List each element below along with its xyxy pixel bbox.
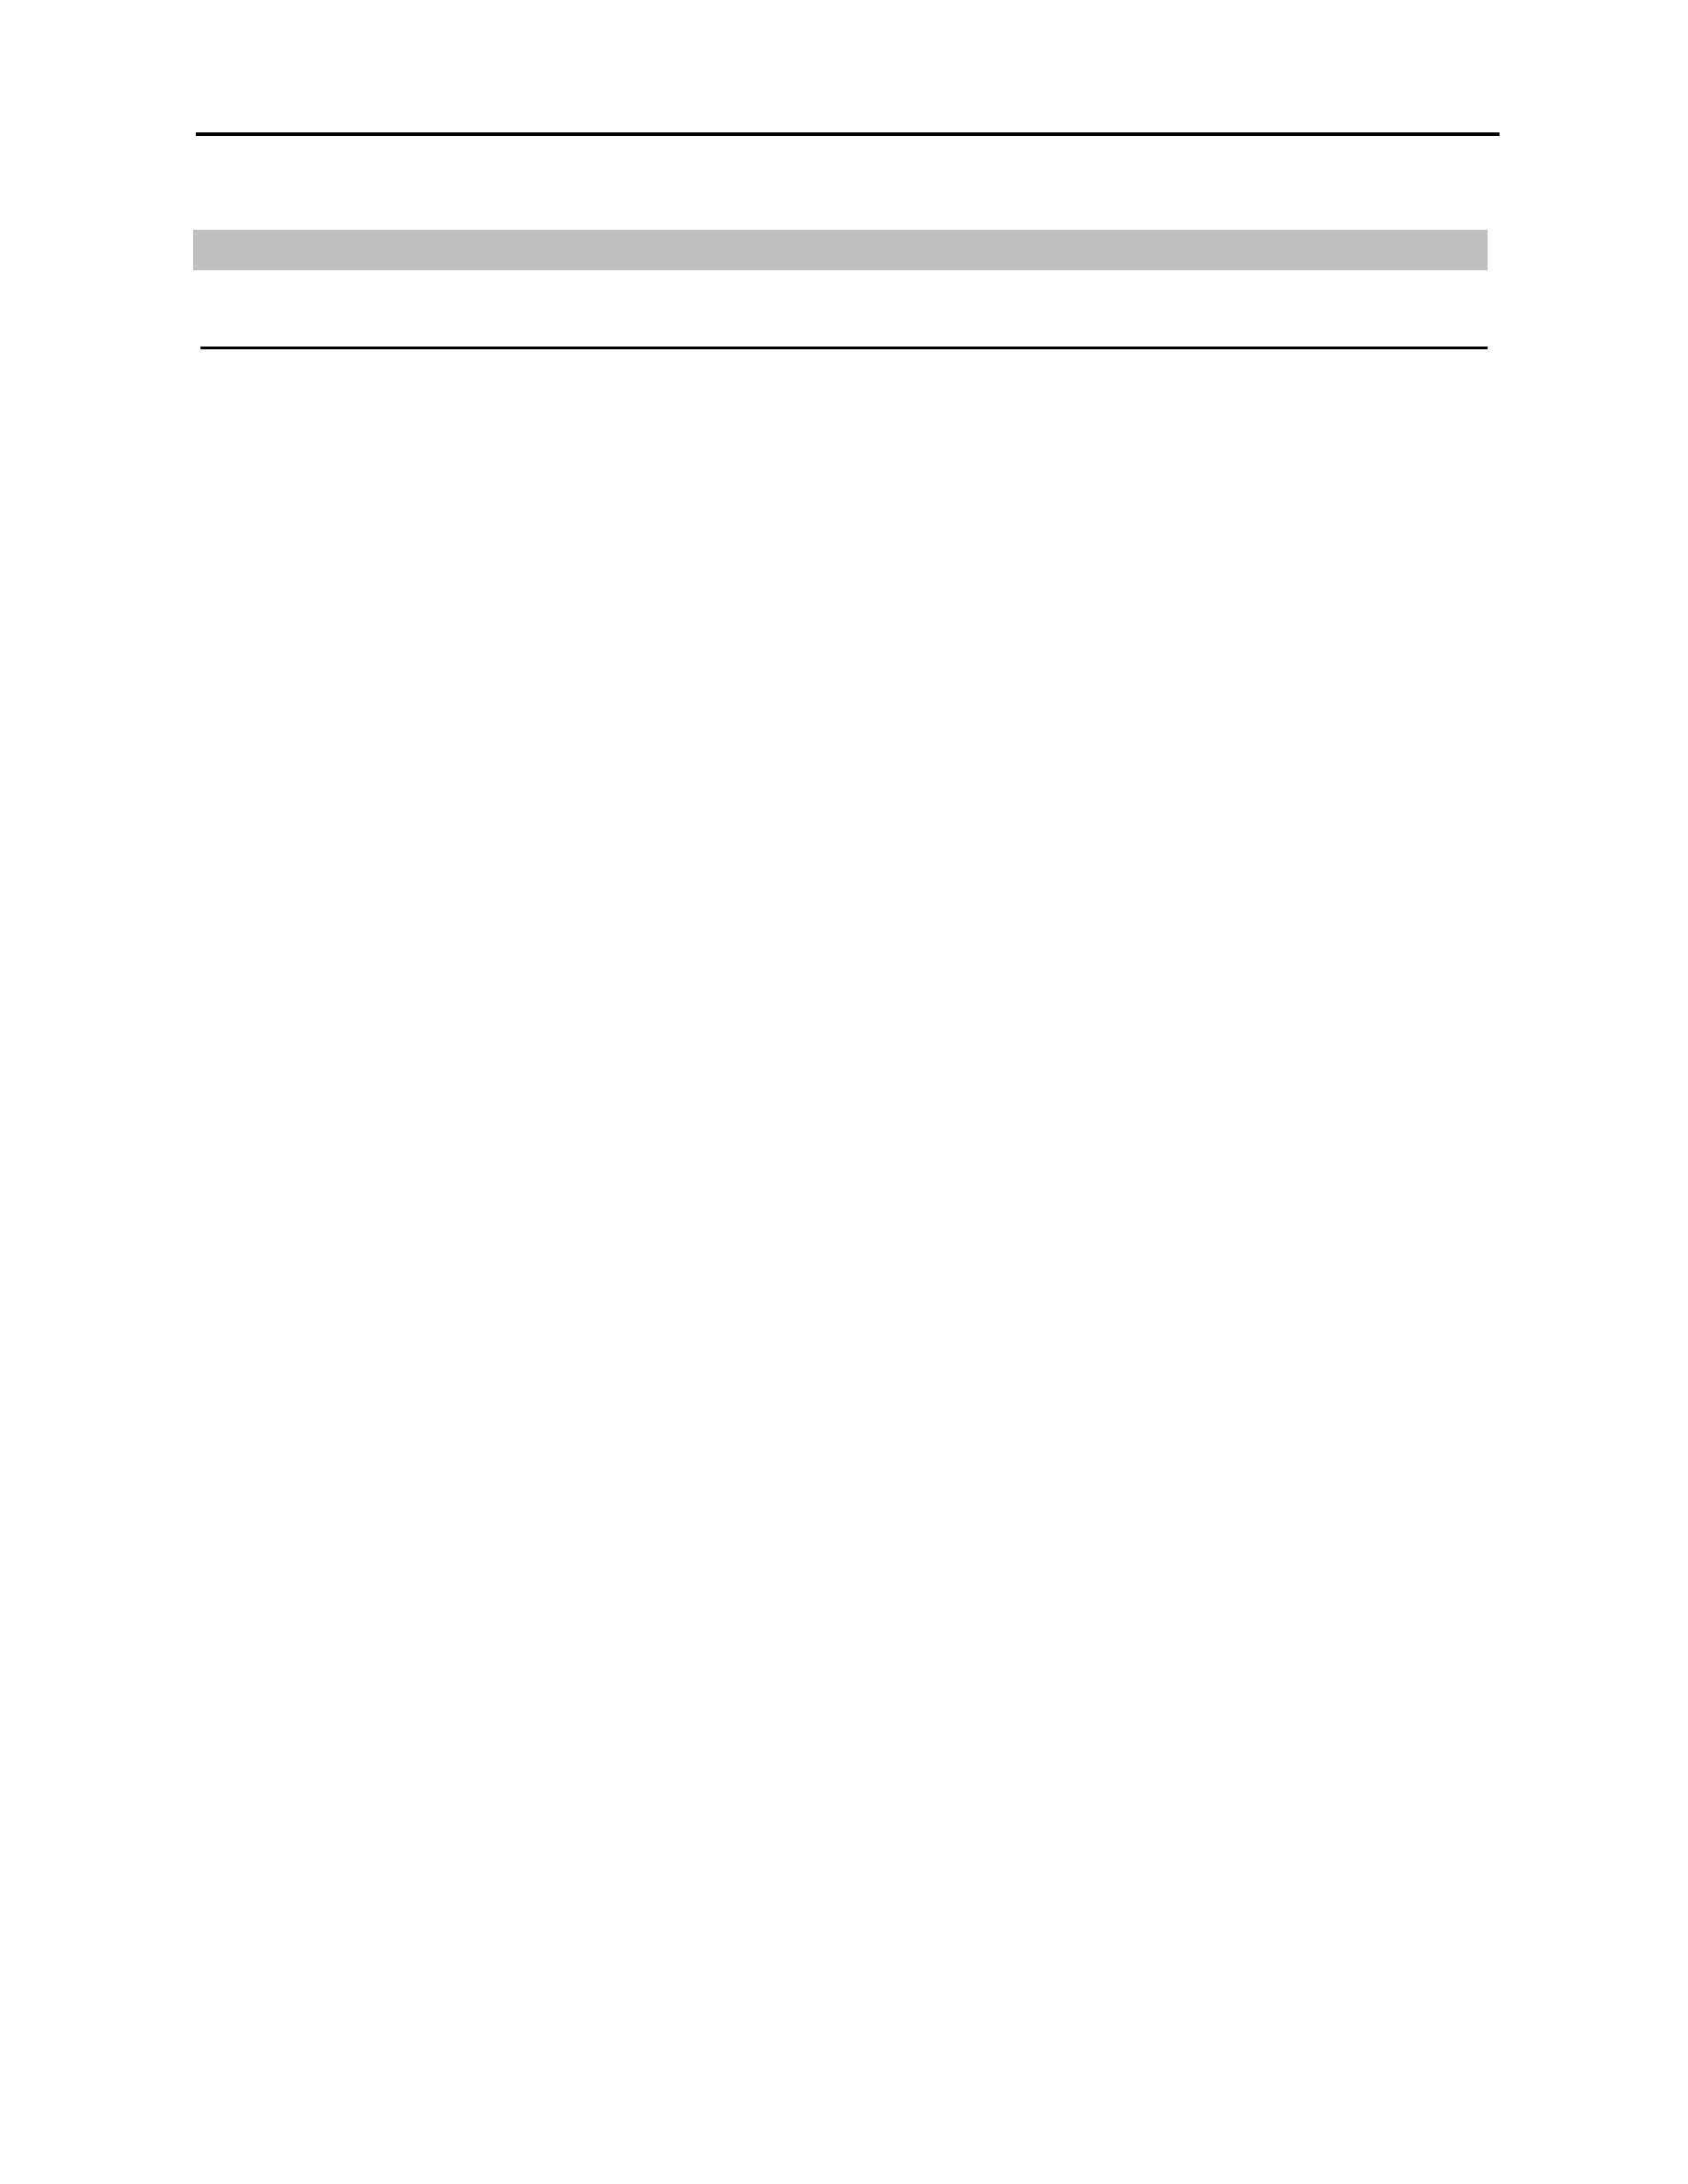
- chapter-banner: [193, 230, 1488, 270]
- chapter-nav-bar: [196, 96, 1500, 136]
- part-header: [200, 304, 1488, 349]
- toc-content: [200, 197, 1488, 349]
